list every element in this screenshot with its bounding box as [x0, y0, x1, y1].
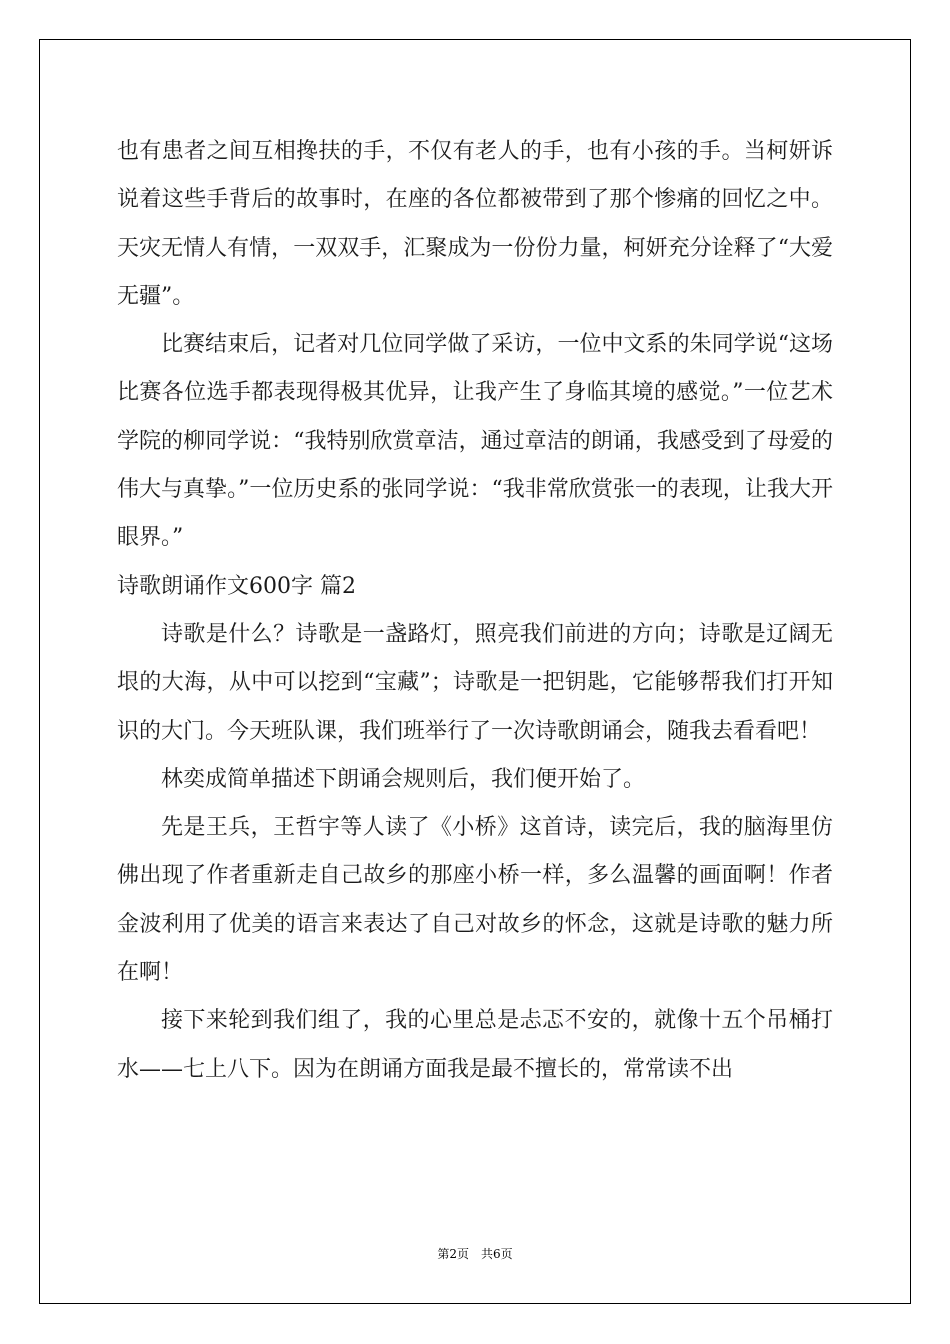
paragraph-what-is-poetry: 诗歌是什么？诗歌是一盏路灯，照亮我们前进的方向；诗歌是辽阔无垠的大海，从中可以挖到“宝藏”；诗歌是一把钥匙，它能够帮我们打开知识的大门。今天班队课，我们班举行了一次诗歌朗诵会，随我去看看吧！: [117, 621, 833, 744]
paragraph-rules: 林奕成简单描述下朗诵会规则后，我们便开始了。: [161, 766, 646, 792]
paragraph-little-bridge: 先是王兵，王哲宇等人读了《小桥》这首诗，读完后，我的脑海里仿佛出现了作者重新走自己故乡的那座小桥一样，多么温馨的画面啊！作者金波利用了优美的语言来表达了自己对故乡的怀念，这就是诗歌的魅力所在啊！: [117, 815, 833, 986]
paragraph-interview: 比赛结束后，记者对几位同学做了采访，一位中文系的朱同学说“这场比赛各位选手都表现得极其优异，让我产生了身临其境的感觉。”一位艺术学院的柳同学说：“我特别欣赏章洁，通过章洁的朗诵，我感受到了母爱的伟大与真挚。”一位历史系的张同学说：“我非常欣赏张一的表现，让我大开眼界。”: [117, 332, 833, 551]
paragraph-our-turn: 接下来轮到我们组了，我的心里总是忐忑不安的，就像十五个吊桶打水——七上八下。因为在朗诵方面我是最不擅长的，常常读不出: [117, 1008, 833, 1082]
section-heading: 诗歌朗诵作文600字 篇2: [117, 573, 356, 599]
page-number-footer: 第2页 共6页: [437, 1247, 513, 1261]
document-body: [117, 128, 833, 1094]
paragraph-continuation: 也有患者之间互相搀扶的手，不仅有老人的手，也有小孩的手。当柯妍诉说着这些手背后的故事时，在座的各位都被带到了那个惨痛的回忆之中。天灾无情人有情，一双双手，汇聚成为一份份力量，柯妍充分诠释了“大爱无疆”。: [117, 139, 833, 309]
